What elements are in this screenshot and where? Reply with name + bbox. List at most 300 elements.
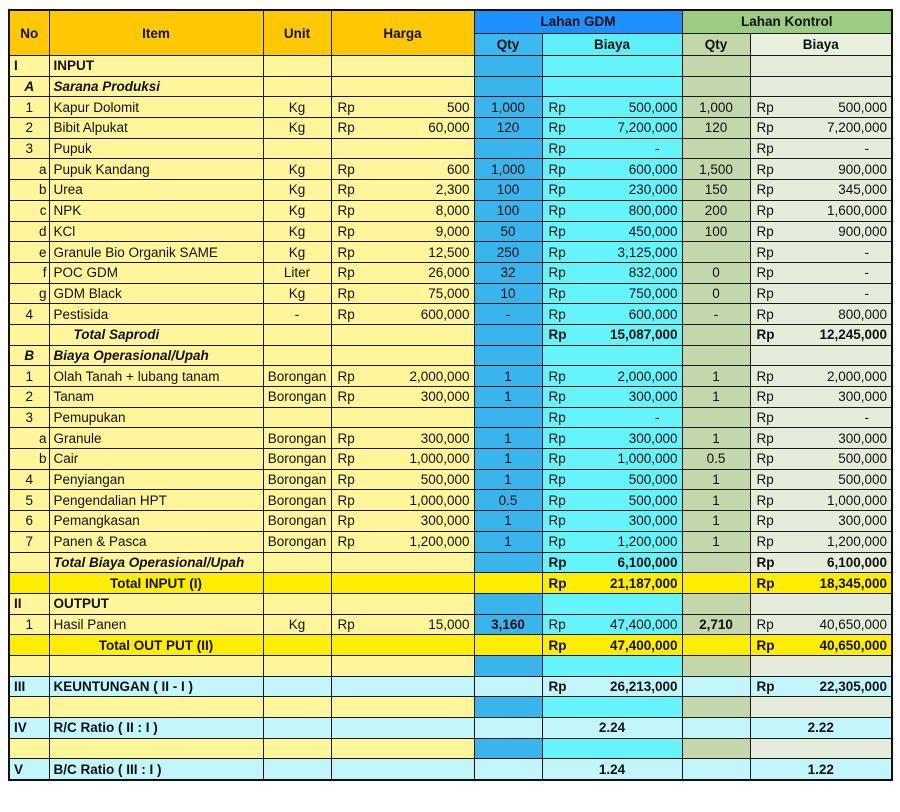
- gdm-biaya: 1.24: [542, 759, 682, 780]
- unit-cell: [263, 635, 331, 656]
- gdm-qty: [474, 573, 542, 594]
- row-number: 4: [9, 469, 49, 490]
- row-number: 2: [9, 118, 49, 139]
- currency-label: Rp: [756, 678, 775, 694]
- currency-label: Rp: [548, 265, 566, 281]
- unit-cell: Borongan: [263, 531, 331, 552]
- gdm-biaya-value: 230,000: [628, 182, 678, 198]
- currency-label: Rp: [337, 161, 355, 177]
- harga-cell: [331, 573, 474, 594]
- table-row: [9, 573, 892, 594]
- kontrol-biaya: [750, 221, 892, 242]
- kontrol-qty: [682, 573, 750, 594]
- harga-cell: [331, 159, 474, 180]
- gdm-biaya-value: 47,400,000: [609, 637, 678, 653]
- harga-value: 300,000: [420, 513, 470, 529]
- harga-cell: [331, 490, 474, 511]
- currency-label: Rp: [756, 410, 774, 426]
- harga-cell: [331, 242, 474, 263]
- row-number: 1: [9, 97, 49, 118]
- harga-cell: [331, 200, 474, 221]
- item-name: Cair: [49, 449, 263, 470]
- harga-value: 9,000: [435, 223, 470, 239]
- gdm-biaya: [542, 76, 682, 97]
- gdm-biaya: [542, 56, 682, 77]
- currency-label: Rp: [548, 554, 567, 570]
- kontrol-biaya: [750, 76, 892, 97]
- kontrol-biaya: [750, 345, 892, 366]
- kontrol-biaya-value: 500,000: [838, 451, 888, 467]
- row-number: 2: [9, 387, 49, 408]
- item-name: Biaya Operasional/Upah: [49, 345, 263, 366]
- table-row: [9, 552, 892, 573]
- harga-cell: [331, 283, 474, 304]
- currency-label: Rp: [337, 616, 355, 632]
- table-row: [9, 242, 892, 263]
- unit-cell: [263, 718, 331, 739]
- currency-label: Rp: [548, 513, 566, 529]
- kontrol-biaya-value: 500,000: [838, 99, 888, 115]
- kontrol-qty: 150: [682, 180, 750, 201]
- currency-label: Rp: [548, 637, 567, 653]
- gdm-qty: [474, 676, 542, 697]
- kontrol-biaya-value: 40,650,000: [819, 616, 888, 632]
- currency-label: Rp: [337, 306, 355, 322]
- kontrol-qty: 120: [682, 118, 750, 139]
- gdm-biaya: [542, 180, 682, 201]
- kontrol-biaya: [750, 97, 892, 118]
- item-name: Olah Tanah + lubang tanam: [49, 366, 263, 387]
- harga-cell: [331, 180, 474, 201]
- kontrol-qty: 1: [682, 490, 750, 511]
- row-number: I: [9, 56, 49, 77]
- gdm-qty: [474, 759, 542, 780]
- gdm-biaya: [542, 511, 682, 532]
- harga-cell: [331, 531, 474, 552]
- row-number: b: [9, 449, 49, 470]
- kontrol-biaya: [750, 697, 892, 718]
- currency-label: Rp: [548, 161, 566, 177]
- gdm-qty: [474, 56, 542, 77]
- kontrol-biaya: [750, 449, 892, 470]
- harga-cell: [331, 97, 474, 118]
- item-name: Pupuk: [49, 138, 263, 159]
- table-row: [9, 200, 892, 221]
- currency-label: Rp: [337, 389, 355, 405]
- table-row: [9, 159, 892, 180]
- kontrol-qty: [682, 552, 750, 573]
- kontrol-biaya: [750, 655, 892, 676]
- kontrol-biaya-value: 345,000: [838, 182, 888, 198]
- kontrol-qty: [682, 324, 750, 345]
- gdm-biaya: [542, 697, 682, 718]
- gdm-biaya-value: 15,087,000: [609, 327, 678, 343]
- table-row: [9, 76, 892, 97]
- currency-label: Rp: [337, 120, 355, 136]
- harga-value: 26,000: [428, 265, 470, 281]
- currency-label: Rp: [548, 120, 566, 136]
- table-row: [9, 283, 892, 304]
- gdm-biaya: [542, 324, 682, 345]
- harga-value: 15,000: [428, 616, 470, 632]
- gdm-biaya: [542, 614, 682, 635]
- table-row: [9, 511, 892, 532]
- row-number: a: [9, 159, 49, 180]
- harga-cell: [331, 738, 474, 759]
- harga-cell: [331, 635, 474, 656]
- item-name: Pestisida: [49, 304, 263, 325]
- unit-cell: -: [263, 304, 331, 325]
- kontrol-qty: [682, 655, 750, 676]
- gdm-biaya: [542, 345, 682, 366]
- unit-cell: Kg: [263, 614, 331, 635]
- gdm-qty: 1: [474, 366, 542, 387]
- kontrol-biaya: [750, 573, 892, 594]
- item-name: GDM Black: [49, 283, 263, 304]
- kontrol-biaya: [750, 490, 892, 511]
- currency-label: Rp: [337, 513, 355, 529]
- gdm-biaya: [542, 490, 682, 511]
- harga-value: 60,000: [428, 120, 470, 136]
- currency-label: Rp: [756, 513, 774, 529]
- kontrol-qty: 0: [682, 262, 750, 283]
- unit-cell: Kg: [263, 242, 331, 263]
- harga-cell: [331, 511, 474, 532]
- kontrol-biaya: [750, 283, 892, 304]
- gdm-biaya-value: -: [655, 410, 660, 426]
- currency-label: Rp: [337, 99, 355, 115]
- harga-value: 1,200,000: [409, 534, 470, 550]
- unit-cell: [263, 56, 331, 77]
- kontrol-biaya-value: 900,000: [838, 161, 888, 177]
- table-row: [9, 697, 892, 718]
- table-row: [9, 262, 892, 283]
- gdm-biaya-value: -: [655, 141, 660, 157]
- table-row: [9, 138, 892, 159]
- row-number: f: [9, 262, 49, 283]
- gdm-qty: 100: [474, 200, 542, 221]
- currency-label: Rp: [548, 492, 566, 508]
- kontrol-biaya: [750, 593, 892, 614]
- row-number: [9, 697, 49, 718]
- kontrol-biaya: [750, 635, 892, 656]
- currency-label: Rp: [756, 203, 774, 219]
- gdm-qty: [474, 345, 542, 366]
- kontrol-biaya-value: 2,000,000: [826, 368, 888, 384]
- kontrol-biaya-value: 18,345,000: [819, 575, 888, 591]
- table-row: [9, 180, 892, 201]
- kontrol-qty: [682, 697, 750, 718]
- harga-cell: [331, 614, 474, 635]
- header-lahan-gdm: Lahan GDM: [474, 10, 682, 33]
- gdm-biaya: [542, 635, 682, 656]
- kontrol-biaya: [750, 180, 892, 201]
- kontrol-biaya: [750, 531, 892, 552]
- unit-cell: Kg: [263, 118, 331, 139]
- table-row: [9, 345, 892, 366]
- item-name: Total Biaya Operasional/Upah: [49, 552, 263, 573]
- row-number: 1: [9, 614, 49, 635]
- kontrol-biaya-value: 300,000: [838, 430, 888, 446]
- kontrol-biaya-value: -: [864, 141, 870, 157]
- unit-cell: Kg: [263, 159, 331, 180]
- kontrol-biaya: [750, 428, 892, 449]
- item-name: [49, 697, 263, 718]
- kontrol-qty: [682, 593, 750, 614]
- item-name: R/C Ratio ( II : I ): [49, 718, 263, 739]
- gdm-biaya-value: 2,000,000: [617, 368, 678, 384]
- currency-label: Rp: [548, 203, 566, 219]
- currency-label: Rp: [756, 182, 774, 198]
- row-number: A: [9, 76, 49, 97]
- currency-label: Rp: [548, 182, 566, 198]
- header-item: Item: [49, 10, 263, 56]
- item-name: KEUNTUNGAN ( II - I ): [49, 676, 263, 697]
- kontrol-biaya: [750, 56, 892, 77]
- gdm-biaya-value: 832,000: [628, 265, 678, 281]
- currency-label: Rp: [337, 244, 355, 260]
- kontrol-qty: 1: [682, 366, 750, 387]
- gdm-qty: [474, 138, 542, 159]
- table-row: [9, 428, 892, 449]
- header-lahan-kontrol: Lahan Kontrol: [682, 10, 892, 33]
- row-number: d: [9, 221, 49, 242]
- gdm-qty: [474, 738, 542, 759]
- item-name: Granule: [49, 428, 263, 449]
- kontrol-biaya: [750, 738, 892, 759]
- kontrol-biaya-value: 12,245,000: [819, 327, 888, 343]
- table-row: [9, 324, 892, 345]
- gdm-qty: 250: [474, 242, 542, 263]
- item-name: POC GDM: [49, 262, 263, 283]
- item-name: Hasil Panen: [49, 614, 263, 635]
- unit-cell: Kg: [263, 180, 331, 201]
- currency-label: Rp: [337, 368, 355, 384]
- kontrol-biaya: [750, 366, 892, 387]
- gdm-biaya-value: 7,200,000: [617, 120, 678, 136]
- currency-label: Rp: [337, 265, 355, 281]
- harga-value: 300,000: [420, 389, 470, 405]
- table-row: [9, 718, 892, 739]
- item-name: [49, 655, 263, 676]
- gdm-biaya: [542, 159, 682, 180]
- kontrol-biaya: [750, 118, 892, 139]
- row-number: II: [9, 593, 49, 614]
- table-row: [9, 593, 892, 614]
- gdm-qty: [474, 407, 542, 428]
- gdm-biaya: [542, 242, 682, 263]
- currency-label: Rp: [756, 554, 775, 570]
- gdm-qty: 120: [474, 118, 542, 139]
- unit-cell: [263, 676, 331, 697]
- gdm-biaya: [542, 593, 682, 614]
- unit-cell: [263, 345, 331, 366]
- unit-cell: Kg: [263, 200, 331, 221]
- unit-cell: Borongan: [263, 366, 331, 387]
- gdm-qty: [474, 552, 542, 573]
- item-name: Kapur Dolomit: [49, 97, 263, 118]
- gdm-qty: [474, 76, 542, 97]
- currency-label: Rp: [337, 182, 355, 198]
- row-number: 3: [9, 407, 49, 428]
- kontrol-biaya-value: -: [864, 410, 870, 426]
- currency-label: Rp: [756, 616, 774, 632]
- gdm-biaya-value: 300,000: [628, 389, 678, 405]
- gdm-qty: 50: [474, 221, 542, 242]
- kontrol-qty: [682, 138, 750, 159]
- kontrol-qty: [682, 738, 750, 759]
- harga-value: 12,500: [428, 244, 470, 260]
- gdm-qty: 1,000: [474, 97, 542, 118]
- unit-cell: [263, 697, 331, 718]
- kontrol-biaya: [750, 614, 892, 635]
- kontrol-qty: 200: [682, 200, 750, 221]
- item-name: Pemupukan: [49, 407, 263, 428]
- unit-cell: Liter: [263, 262, 331, 283]
- gdm-biaya: [542, 428, 682, 449]
- harga-value: 75,000: [428, 285, 470, 301]
- item-name: Pupuk Kandang: [49, 159, 263, 180]
- currency-label: Rp: [548, 99, 566, 115]
- harga-cell: [331, 366, 474, 387]
- harga-cell: [331, 655, 474, 676]
- gdm-biaya: [542, 97, 682, 118]
- gdm-biaya: [542, 138, 682, 159]
- kontrol-qty: 1: [682, 428, 750, 449]
- gdm-qty: 32: [474, 262, 542, 283]
- row-number: [9, 738, 49, 759]
- currency-label: Rp: [756, 141, 774, 157]
- currency-label: Rp: [337, 534, 355, 550]
- harga-cell: [331, 76, 474, 97]
- header-no: No: [9, 10, 49, 56]
- harga-value: 300,000: [420, 430, 470, 446]
- item-name: Panen & Pasca: [49, 531, 263, 552]
- row-number: 1: [9, 366, 49, 387]
- gdm-biaya-value: 26,213,000: [609, 678, 678, 694]
- kontrol-biaya: [750, 407, 892, 428]
- table-row: [9, 97, 892, 118]
- table-row: [9, 469, 892, 490]
- item-name: Total INPUT (I): [49, 573, 263, 594]
- gdm-biaya: [542, 304, 682, 325]
- gdm-qty: -: [474, 304, 542, 325]
- kontrol-biaya: [750, 242, 892, 263]
- table-row: [9, 118, 892, 139]
- currency-label: Rp: [548, 244, 566, 260]
- harga-value: 500,000: [420, 472, 470, 488]
- unit-cell: Borongan: [263, 490, 331, 511]
- kontrol-qty: [682, 242, 750, 263]
- kontrol-biaya-value: 1,600,000: [826, 203, 888, 219]
- harga-cell: [331, 676, 474, 697]
- gdm-qty: [474, 718, 542, 739]
- kontrol-biaya-value: 300,000: [838, 389, 888, 405]
- harga-value: 600: [446, 161, 470, 177]
- gdm-biaya-value: 3,125,000: [617, 244, 678, 260]
- currency-label: Rp: [548, 410, 566, 426]
- kontrol-qty: [682, 718, 750, 739]
- gdm-qty: 1: [474, 531, 542, 552]
- row-number: 6: [9, 511, 49, 532]
- kontrol-biaya-value: 1,000,000: [826, 492, 888, 508]
- item-name: Granule Bio Organik SAME: [49, 242, 263, 263]
- item-name: Pemangkasan: [49, 511, 263, 532]
- gdm-qty: 0.5: [474, 490, 542, 511]
- unit-cell: [263, 76, 331, 97]
- item-name: [49, 738, 263, 759]
- gdm-biaya: [542, 387, 682, 408]
- gdm-biaya: [542, 531, 682, 552]
- kontrol-biaya-value: 900,000: [838, 223, 888, 239]
- gdm-qty: 1,000: [474, 159, 542, 180]
- gdm-biaya: [542, 573, 682, 594]
- item-name: Tanam: [49, 387, 263, 408]
- kontrol-qty: 2,710: [682, 614, 750, 635]
- gdm-biaya-value: 21,187,000: [609, 575, 678, 591]
- kontrol-qty: [682, 407, 750, 428]
- row-number: III: [9, 676, 49, 697]
- gdm-qty: 1: [474, 469, 542, 490]
- harga-value: 2,000,000: [409, 368, 470, 384]
- harga-value: 1,000,000: [409, 451, 470, 467]
- kontrol-qty: 0: [682, 283, 750, 304]
- kontrol-qty: 0.5: [682, 449, 750, 470]
- currency-label: Rp: [337, 430, 355, 446]
- currency-label: Rp: [548, 368, 566, 384]
- kontrol-biaya: 1.22: [750, 759, 892, 780]
- kontrol-biaya: 2.22: [750, 718, 892, 739]
- gdm-qty: [474, 324, 542, 345]
- currency-label: Rp: [756, 265, 774, 281]
- item-name: KCl: [49, 221, 263, 242]
- gdm-qty: 1: [474, 511, 542, 532]
- gdm-biaya-value: 750,000: [628, 285, 678, 301]
- currency-label: Rp: [756, 575, 775, 591]
- gdm-biaya: [542, 283, 682, 304]
- currency-label: Rp: [756, 492, 774, 508]
- table-row: [9, 490, 892, 511]
- kontrol-biaya-value: 300,000: [838, 513, 888, 529]
- gdm-qty: 1: [474, 428, 542, 449]
- harga-value: 1,000,000: [409, 492, 470, 508]
- row-number: e: [9, 242, 49, 263]
- kontrol-biaya: [750, 552, 892, 573]
- harga-cell: [331, 345, 474, 366]
- gdm-biaya-value: 600,000: [628, 306, 678, 322]
- harga-cell: [331, 469, 474, 490]
- gdm-biaya: [542, 738, 682, 759]
- unit-cell: Kg: [263, 283, 331, 304]
- unit-cell: [263, 324, 331, 345]
- gdm-biaya-value: 500,000: [628, 472, 678, 488]
- kontrol-biaya: [750, 469, 892, 490]
- gdm-biaya: [542, 200, 682, 221]
- kontrol-qty: 1,500: [682, 159, 750, 180]
- currency-label: Rp: [756, 451, 774, 467]
- kontrol-qty: 1: [682, 511, 750, 532]
- table-row: [9, 738, 892, 759]
- gdm-biaya-value: 1,000,000: [617, 451, 678, 467]
- row-number: a: [9, 428, 49, 449]
- gdm-qty: 1: [474, 387, 542, 408]
- kontrol-biaya-value: 500,000: [838, 472, 888, 488]
- gdm-biaya: [542, 407, 682, 428]
- harga-cell: [331, 324, 474, 345]
- table-row: [9, 221, 892, 242]
- currency-label: Rp: [756, 244, 774, 260]
- kontrol-biaya-value: 6,100,000: [826, 554, 888, 570]
